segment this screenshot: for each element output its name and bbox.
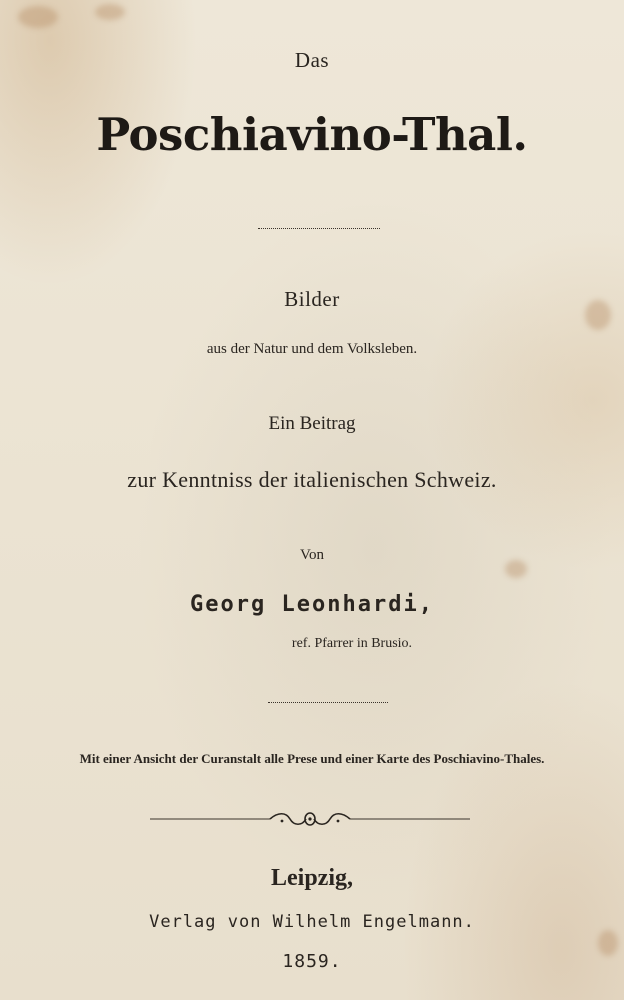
publication-place: Leipzig, [271, 865, 353, 891]
ornament-divider [150, 808, 470, 830]
author-role: ref. Pfarrer in Brusio. [291, 636, 413, 651]
foxing-stain [95, 4, 125, 20]
subtitle: Bilder [284, 287, 340, 311]
subtitle-line-2: aus der Natur und dem Volksleben. [206, 341, 418, 357]
author-name: Georg Leonhardi, [190, 592, 434, 617]
by-line: Von [300, 547, 324, 563]
publisher: Verlag von Wilhelm Engelmann. [149, 912, 475, 932]
publication-year: 1859. [282, 951, 342, 972]
foxing-stain [18, 6, 58, 28]
pre-title: Das [294, 48, 330, 72]
contribution-line-1: Ein Beitrag [268, 413, 356, 434]
contribution-line-2: zur Kenntniss der italienischen Schweiz. [127, 467, 497, 492]
book-title: Poschiavino-Thal. [96, 108, 528, 161]
illustration-note: Mit einer Ansicht der Curanstalt alle Prese und einer Karte des Poschiavino-Thales. [79, 751, 545, 766]
dotted-rule [268, 702, 388, 703]
dotted-rule [258, 228, 380, 229]
